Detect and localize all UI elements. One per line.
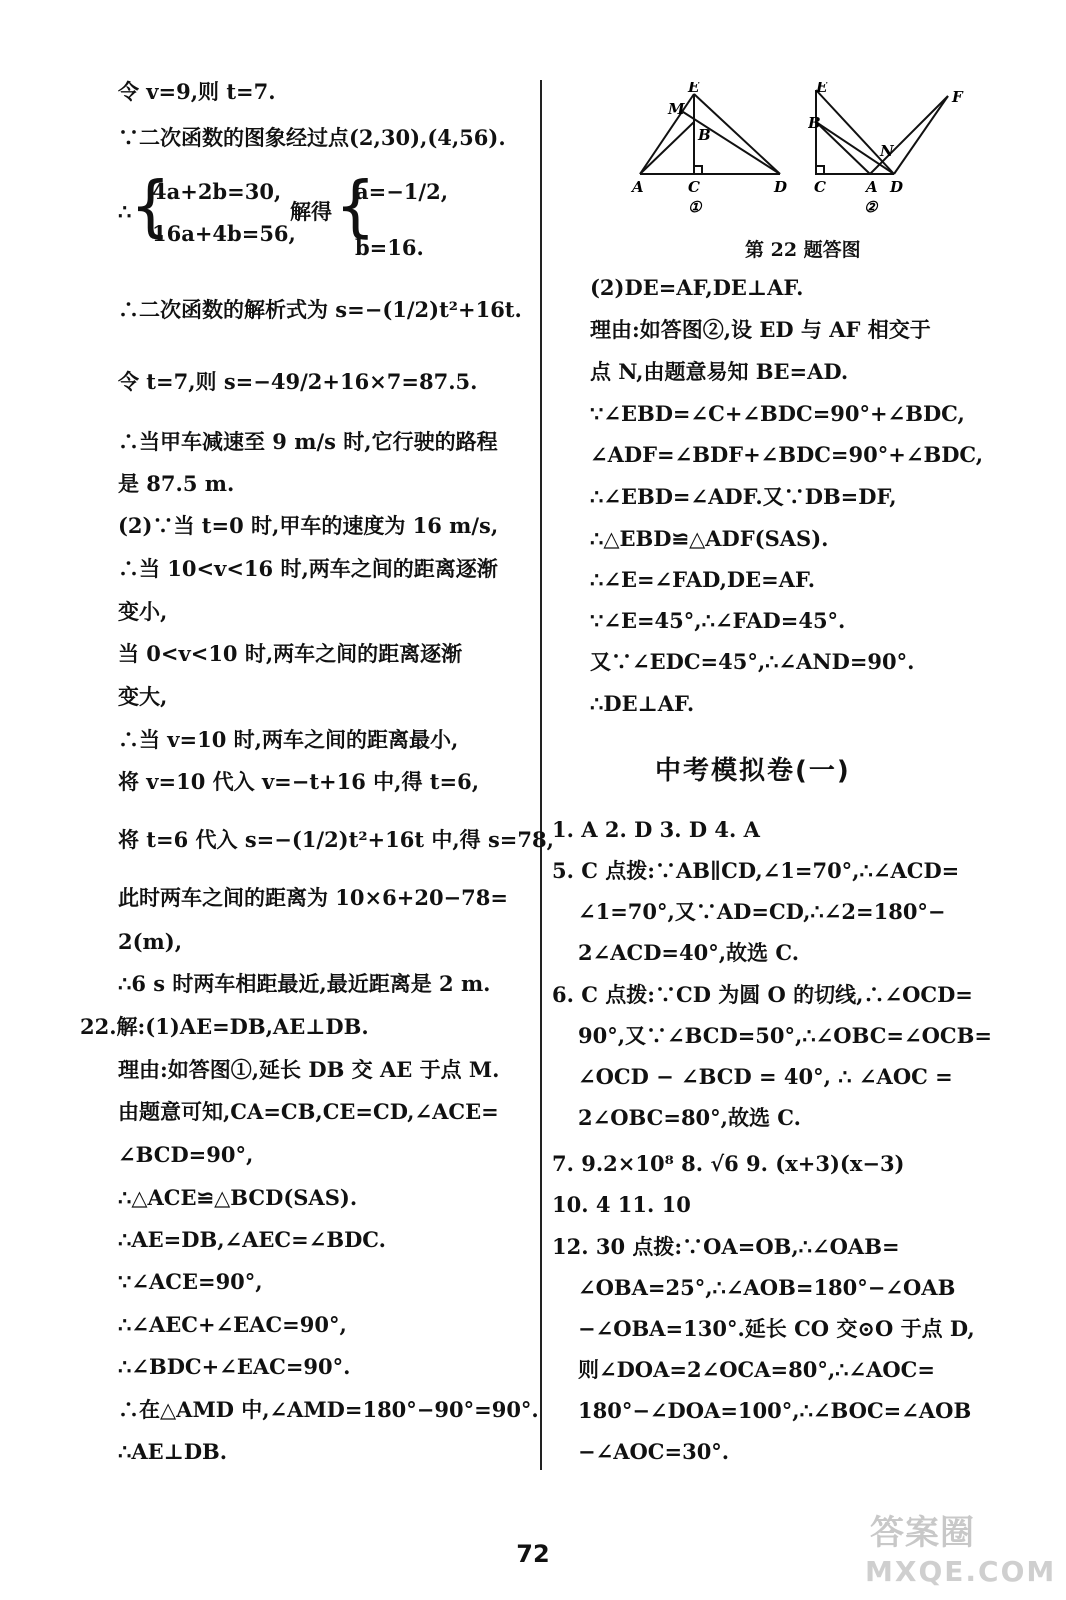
answer-line: 1. A 2. D 3. D 4. A <box>552 817 760 842</box>
text-line: 解得 <box>290 199 332 224</box>
answer-line: −∠AOC=30°. <box>578 1439 730 1464</box>
answer-line: 7. 9.2×10⁸ 8. √6 9. (x+3)(x−3) <box>552 1151 905 1176</box>
answer-line: 12. 30 点拨:∵OA=OB,∴∠OAB= <box>552 1234 900 1259</box>
fig1-label: M <box>668 100 685 118</box>
text-line: 当 0<v<10 时,两车之间的距离逐渐 <box>118 641 463 666</box>
answer-line: 2∠ACD=40°,故选 C. <box>578 940 800 965</box>
fig2-segment-AF <box>870 96 948 174</box>
text-line: ∴在△AMD 中,∠AMD=180°−90°=90°. <box>118 1397 539 1422</box>
answer-line: −∠OBA=130°.延长 CO 交⊙O 于点 D, <box>578 1316 975 1341</box>
text-line: ∵∠E=45°,∴∠FAD=45°. <box>590 608 846 633</box>
text-line: ∴△ACE≌△BCD(SAS). <box>118 1185 358 1210</box>
text-line: 点 N,由题意易知 BE=AD. <box>590 359 849 384</box>
brace-symbol: { <box>335 168 376 246</box>
fig1-label: C <box>688 178 700 196</box>
text-line: 将 t=6 代入 s=−(1/2)t²+16t 中,得 s=78, <box>118 827 554 852</box>
text-line: 是 87.5 m. <box>118 471 235 496</box>
text-line: 2(m), <box>118 929 183 954</box>
text-line: ∴当 v=10 时,两车之间的距离最小, <box>118 727 459 752</box>
fig1-label: A <box>632 178 644 196</box>
figure-caption: 第 22 题答图 <box>745 239 861 261</box>
text-line: ∴当甲车减速至 9 m/s 时,它行驶的路程 <box>118 429 498 454</box>
text-line: ∴当 10<v<16 时,两车之间的距离逐渐 <box>118 556 498 581</box>
brace-symbol: { <box>130 168 171 246</box>
fig2-label: ② <box>864 198 878 216</box>
text-line: ∴6 s 时两车相距最近,最近距离是 2 m. <box>118 971 491 996</box>
figure-2 <box>808 82 973 217</box>
fig1-label: ① <box>688 198 702 216</box>
answer-line: 2∠OBC=80°,故选 C. <box>578 1105 801 1130</box>
fig2-label: B <box>808 114 821 132</box>
fig2-label: C <box>814 178 826 196</box>
watermark-url: MXQE.COM <box>865 1555 1057 1588</box>
text-line: ∠BCD=90°, <box>118 1142 254 1167</box>
answer-line: ∠OCD − ∠BCD = 40°, ∴ ∠AOC = <box>578 1064 953 1089</box>
text-line: 理由:如答图②,设 ED 与 AF 相交于 <box>590 317 931 342</box>
fig1-label: D <box>774 178 788 196</box>
text-line: 理由:如答图①,延长 DB 交 AE 于点 M. <box>118 1057 500 1082</box>
fig1-label: E <box>688 82 700 96</box>
system-equation: 16a+4b=56, <box>152 221 296 246</box>
answer-line: ∠OBA=25°,∴∠AOB=180°−∠OAB <box>578 1275 956 1300</box>
watermark-logo: 答案圈 <box>870 1513 975 1553</box>
text-line: (2)∵当 t=0 时,甲车的速度为 16 m/s, <box>118 513 499 538</box>
fig2-label: N <box>880 142 894 160</box>
fig2-segment-DF <box>894 96 948 174</box>
answer-line: 180°−∠DOA=100°,∴∠BOC=∠AOB <box>578 1398 972 1423</box>
text-line: (2)DE=AF,DE⊥AF. <box>590 275 804 300</box>
answer-line: 则∠DOA=2∠OCA=80°,∴∠AOC= <box>578 1357 935 1382</box>
fig2-right-angle <box>816 166 824 174</box>
text-line: ∴AE⊥DB. <box>118 1439 228 1464</box>
column-divider <box>540 80 542 1470</box>
fig2-label: D <box>890 178 904 196</box>
text-line: ∴AE=DB,∠AEC=∠BDC. <box>118 1227 386 1252</box>
answer-line: 6. C 点拨:∵CD 为圆 O 的切线,∴∠OCD= <box>552 982 973 1007</box>
fig2-label: F <box>952 88 963 106</box>
text-line: 令 v=9,则 t=7. <box>118 79 276 104</box>
fig1-segment-AB <box>640 122 694 174</box>
text-line: ∴ <box>118 199 132 224</box>
text-line: ∴∠EBD=∠ADF.又∵DB=DF, <box>590 484 897 509</box>
section-title: 中考模拟卷(一) <box>655 756 851 786</box>
text-line: 令 t=7,则 s=−49/2+16×7=87.5. <box>118 369 478 394</box>
text-line: ∠ADF=∠BDF+∠BDC=90°+∠BDC, <box>590 442 984 467</box>
fig2-label: E <box>816 82 828 96</box>
answer-line: 5. C 点拨:∵AB∥CD,∠1=70°,∴∠ACD= <box>552 858 960 883</box>
text-line: ∵∠ACE=90°, <box>118 1269 263 1294</box>
fig2-label: A <box>866 178 878 196</box>
text-line: ∴∠BDC+∠EAC=90°. <box>118 1354 351 1379</box>
answer-line: 90°,又∵∠BCD=50°,∴∠OBC=∠OCB= <box>578 1023 992 1048</box>
fig1-label: B <box>698 126 711 144</box>
system-equation: 4a+2b=30, <box>152 179 282 204</box>
text-line: 由题意可知,CA=CB,CE=CD,∠ACE= <box>118 1099 499 1124</box>
text-line: ∴∠E=∠FAD,DE=AF. <box>590 567 816 592</box>
text-line: ∴DE⊥AF. <box>590 691 695 716</box>
text-line: 变大, <box>118 684 168 709</box>
text-line: 此时两车之间的距离为 10×6+20−78= <box>118 885 508 910</box>
answer-line: ∠1=70°,又∵AD=CD,∴∠2=180°− <box>578 899 946 924</box>
text-line: ∵二次函数的图象经过点(2,30),(4,56). <box>118 125 506 150</box>
text-line: ∴二次函数的解析式为 s=−(1/2)t²+16t. <box>118 297 522 322</box>
solution-line: b=16. <box>355 235 424 260</box>
text-line: 将 v=10 代入 v=−t+16 中,得 t=6, <box>118 769 480 794</box>
fig1-segment-AE <box>640 94 694 174</box>
fig1-right-angle <box>694 166 702 174</box>
figure-1 <box>630 82 800 217</box>
solution-line: a=−1/2, <box>355 179 449 204</box>
question-22-heading: 22.解:(1)AE=DB,AE⊥DB. <box>80 1014 369 1039</box>
text-line: ∴△EBD≌△ADF(SAS). <box>590 526 829 551</box>
text-line: ∵∠EBD=∠C+∠BDC=90°+∠BDC, <box>590 401 965 426</box>
answer-line: 10. 4 11. 10 <box>552 1192 691 1217</box>
text-line: 变小, <box>118 599 168 624</box>
text-line: 又∵∠EDC=45°,∴∠AND=90°. <box>590 649 915 674</box>
page-number: 72 <box>516 1540 550 1568</box>
text-line: ∴∠AEC+∠EAC=90°, <box>118 1312 347 1337</box>
